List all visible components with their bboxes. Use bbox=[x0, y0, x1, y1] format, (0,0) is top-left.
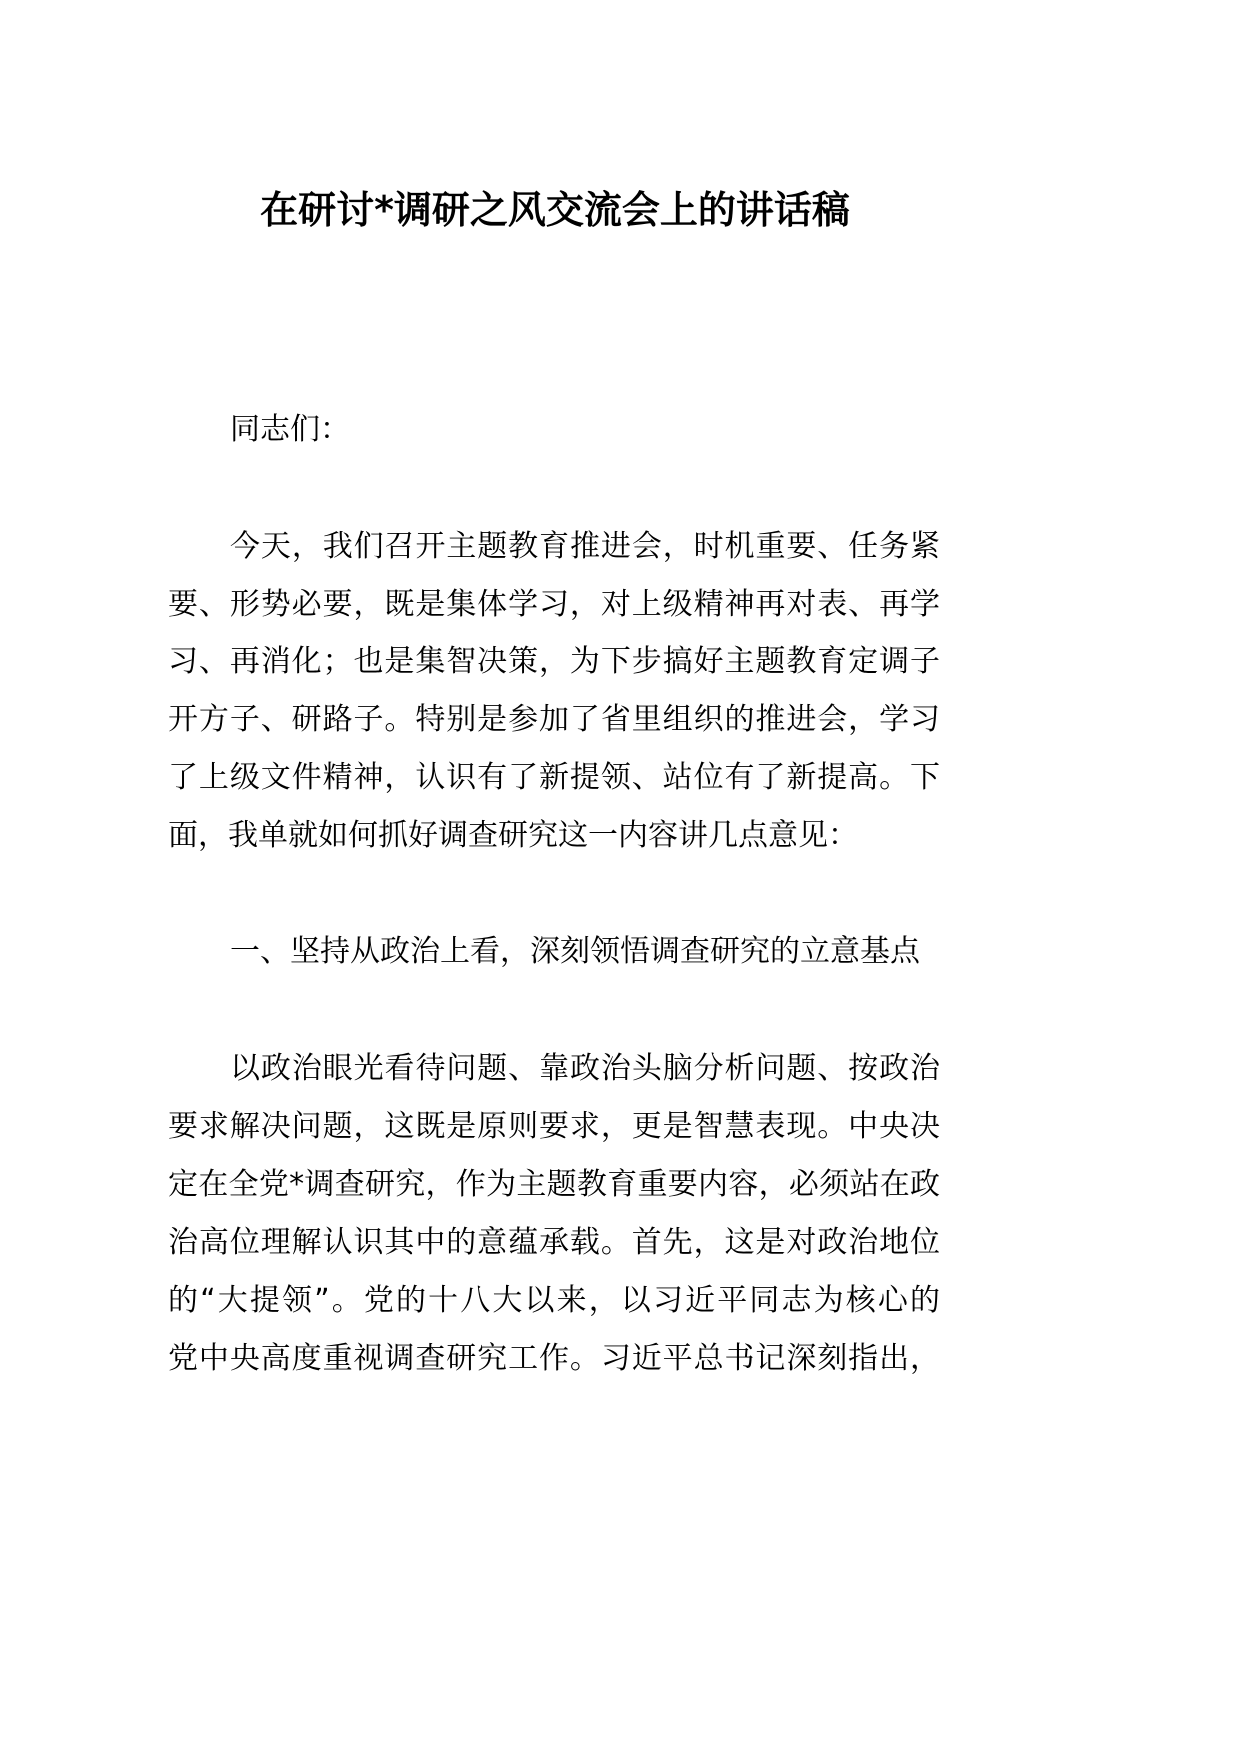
paragraph-1-line: 习、再消化；也是集智决策，为下步搞好主题教育定调子 bbox=[168, 644, 940, 679]
paragraph-2-line: 以政治眼光看待问题、靠政治头脑分析问题、按政治 bbox=[230, 1051, 940, 1086]
paragraph-1-line: 了上级文件精神，认识有了新提领、站位有了新提高。下 bbox=[168, 760, 940, 795]
paragraph-1-line: 今天，我们召开主题教育推进会，时机重要、任务紧 bbox=[230, 529, 940, 564]
paragraph-2-line: 定在全党*调查研究，作为主题教育重要内容，必须站在政 bbox=[168, 1167, 940, 1202]
section-heading-1: 一、坚持从政治上看，深刻领悟调查研究的立意基点 bbox=[230, 934, 920, 969]
paragraph-1-line: 面，我单就如何抓好调查研究这一内容讲几点意见： bbox=[168, 818, 858, 853]
document-title: 在研讨*调研之风交流会上的讲话稿 bbox=[260, 188, 850, 232]
paragraph-2-line: 治高位理解认识其中的意蕴承载。首先，这是对政治地位 bbox=[168, 1225, 940, 1260]
paragraph-1-line: 要、形势必要，既是集体学习，对上级精神再对表、再学 bbox=[168, 587, 940, 622]
greeting bbox=[168, 410, 940, 450]
greeting-text: 同志们： bbox=[230, 412, 350, 447]
paragraph-2-line: 党中央高度重视调查研究工作。习近平总书记深刻指出， bbox=[168, 1341, 940, 1376]
paragraph-1-line: 开方子、研路子。特别是参加了省里组织的推进会，学习 bbox=[168, 702, 940, 737]
paragraph-2-line: 要求解决问题，这既是原则要求，更是智慧表现。中央决 bbox=[168, 1109, 940, 1144]
paragraph-2-line: 的“大提领”。党的十八大以来，以习近平同志为核心的 bbox=[168, 1283, 940, 1318]
